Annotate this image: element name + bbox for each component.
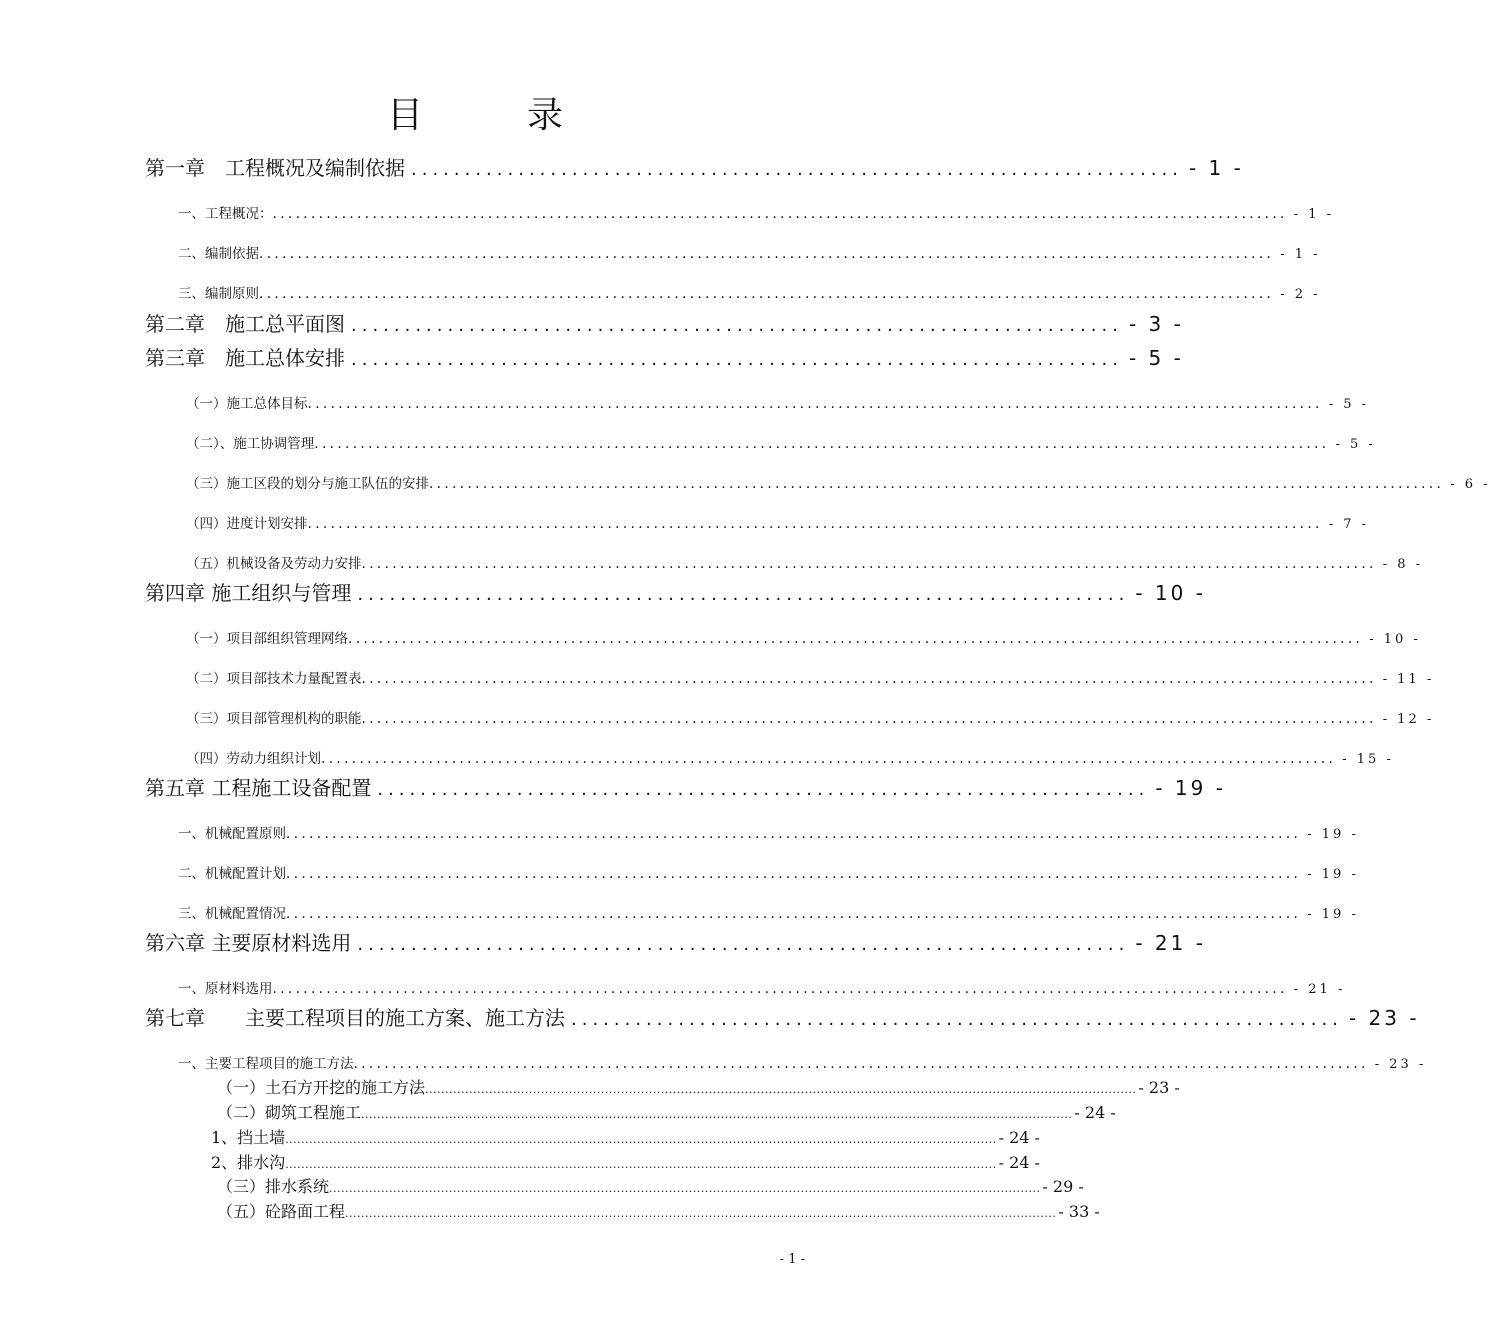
dot-leader: ........................................................................ <box>377 779 1150 800</box>
dot-leader: .................................................................................................................................... <box>286 906 1302 922</box>
toc-entry-text: 2、排水沟 <box>211 1153 286 1172</box>
toc-entry-page: - 5 - <box>1128 346 1184 370</box>
toc-entry-page: - 21 - <box>1293 982 1346 997</box>
dot-leader: ........................................................................ <box>571 1009 1343 1030</box>
toc-entry-section[interactable] <box>178 862 1359 882</box>
dot-leader: .................................................................................................................................... <box>307 516 1323 532</box>
toc-entry-section[interactable] <box>178 1052 1427 1072</box>
toc-entry-text: 三、编制原则 <box>178 286 259 302</box>
toc-entry-page: - 24 - <box>998 1153 1040 1172</box>
dot-leader: .................................................................................................................................... <box>353 1056 1369 1072</box>
dot-leader: .................................................................................................................................................................................. <box>361 1108 1073 1121</box>
toc-entry-text: （三）排水系统 <box>217 1177 330 1196</box>
dot-leader: .................................................................................................................................... <box>259 246 1275 262</box>
toc-entry-text: 一、机械配置原则 <box>178 826 286 842</box>
toc-entry-section[interactable] <box>186 552 1424 572</box>
toc-entry-text: （一）项目部组织管理网络 <box>186 631 348 647</box>
toc-entry-text: 第四章 施工组织与管理 <box>145 581 352 605</box>
toc-entry-page: - 10 - <box>1369 632 1421 647</box>
toc-entry-page: - 33 - <box>1058 1202 1100 1221</box>
dot-leader: .................................................................................................................................... <box>272 981 1288 997</box>
dot-leader: .................................................................................................................................... <box>429 476 1445 492</box>
toc-entry-text: （五）机械设备及劳动力安排 <box>186 556 362 572</box>
toc-entry-page: - 19 - <box>1155 776 1226 800</box>
toc-entry-text: （一）施工总体目标 <box>186 396 308 412</box>
toc-entry-page: - 7 - <box>1328 517 1370 532</box>
toc-entry-subsection[interactable] <box>211 1125 1040 1148</box>
toc-entry-chapter[interactable] <box>145 1002 1420 1031</box>
dot-leader: ........................................................................ <box>351 349 1123 370</box>
toc-entry-page: - 11 - <box>1382 672 1435 687</box>
toc-entry-text: 第二章 施工总平面图 <box>145 312 345 336</box>
toc-entry-subsection[interactable] <box>217 1199 1100 1222</box>
toc-entry-chapter[interactable] <box>145 772 1226 801</box>
toc-entry-section[interactable] <box>186 472 1491 492</box>
dot-leader: .................................................................................................................................... <box>286 826 1302 842</box>
dot-leader: .................................................................................................................................... <box>314 436 1330 452</box>
toc-entry-section[interactable] <box>186 432 1376 452</box>
toc-entry-text: 1、挡土墙 <box>211 1128 286 1147</box>
toc-entry-text: 一、主要工程项目的施工方法 <box>178 1056 354 1072</box>
toc-entry-section[interactable] <box>186 627 1421 647</box>
toc-entry-subsection[interactable] <box>217 1174 1084 1197</box>
toc-entry-section[interactable] <box>186 667 1435 687</box>
toc-entry-text: （三）项目部管理机构的职能 <box>186 711 362 727</box>
toc-entry-section[interactable] <box>178 202 1335 222</box>
toc-entry-section[interactable] <box>178 242 1321 262</box>
toc-title: 目 录 <box>386 95 597 136</box>
dot-leader: .................................................................................................................................... <box>321 751 1337 767</box>
toc-entry-text: 二、编制依据 <box>178 246 259 262</box>
toc-entry-page: - 19 - <box>1307 907 1359 922</box>
toc-entry-subsection[interactable] <box>217 1075 1180 1098</box>
dot-leader: .................................................................................................................................... <box>361 671 1377 687</box>
dot-leader: .................................................................................................................................... <box>259 286 1275 302</box>
toc-entry-page: - 23 - <box>1374 1057 1427 1072</box>
toc-entry-page: - 5 - <box>1328 397 1370 412</box>
toc-entry-page: - 15 - <box>1342 752 1394 767</box>
toc-entry-page: - 1 - <box>1280 247 1321 262</box>
toc-entry-chapter[interactable] <box>145 927 1206 956</box>
dot-leader: .................................................................................................................................... <box>361 556 1377 572</box>
toc-entry-text: （三）施工区段的划分与施工队伍的安排 <box>186 476 429 492</box>
toc-entry-page: - 1 - <box>1188 156 1244 180</box>
toc-entry-page: - 10 - <box>1135 581 1206 605</box>
toc-entry-text: 第五章 工程施工设备配置 <box>145 776 372 800</box>
dot-leader: .................................................................................................................................................................................. <box>285 1158 997 1171</box>
toc-entry-page: - 23 - <box>1348 1006 1420 1030</box>
toc-entry-text: （二）、施工协调管理 <box>186 436 315 452</box>
toc-entry-text: 第七章 主要工程项目的施工方案、施工方法 <box>145 1006 565 1030</box>
toc-entry-section[interactable] <box>186 512 1370 532</box>
toc-entry-text: 二、机械配置计划 <box>178 866 286 882</box>
toc-entry-text: 一、原材料选用 <box>178 981 273 997</box>
dot-leader: .................................................................................................................................... <box>307 396 1323 412</box>
dot-leader: ........................................................................ <box>411 159 1183 180</box>
toc-entry-page: - 1 - <box>1293 207 1335 222</box>
dot-leader: .................................................................................................................................................................................. <box>345 1207 1057 1220</box>
page-number: - 1 - <box>779 1252 805 1267</box>
toc-entry-chapter[interactable] <box>145 152 1244 181</box>
toc-entry-page: - 3 - <box>1128 312 1184 336</box>
toc-entry-text: （四）进度计划安排 <box>186 516 308 532</box>
toc-entry-chapter[interactable] <box>145 342 1184 371</box>
toc-entry-text: 第六章 主要原材料选用 <box>145 931 352 955</box>
toc-entry-page: - 6 - <box>1450 477 1491 492</box>
toc-entry-subsection[interactable] <box>217 1100 1116 1123</box>
toc-entry-page: - 23 - <box>1138 1078 1180 1097</box>
dot-leader: .................................................................................................................................... <box>272 206 1288 222</box>
toc-entry-subsection[interactable] <box>211 1150 1040 1173</box>
toc-entry-text: （五）砼路面工程 <box>217 1202 346 1221</box>
toc-entry-text: （四）劳动力组织计划 <box>186 751 321 767</box>
toc-entry-page: - 29 - <box>1042 1177 1084 1196</box>
dot-leader: .................................................................................................................................... <box>361 711 1377 727</box>
dot-leader: ........................................................................ <box>351 315 1123 336</box>
dot-leader: .................................................................................................................................... <box>286 866 1302 882</box>
dot-leader: ........................................................................ <box>357 584 1130 605</box>
toc-entry-page: - 12 - <box>1382 712 1435 727</box>
toc-entry-chapter[interactable] <box>145 577 1206 606</box>
toc-entry-section[interactable] <box>178 977 1346 997</box>
toc-entry-section[interactable] <box>186 747 1394 767</box>
toc-entry-page: - 24 - <box>998 1128 1040 1147</box>
dot-leader: .................................................................................................................................................................................. <box>425 1083 1137 1096</box>
toc-entry-text: （一）土石方开挖的施工方法 <box>217 1078 426 1097</box>
toc-entry-text: 第一章 工程概况及编制依据 <box>145 156 405 180</box>
toc-entry-page: - 19 - <box>1307 867 1359 882</box>
toc-entry-text: 一、工程概况： <box>178 206 273 222</box>
toc-entry-section[interactable] <box>186 392 1370 412</box>
toc-entry-section[interactable] <box>178 902 1359 922</box>
dot-leader: .................................................................................................................................................................................. <box>329 1182 1041 1195</box>
toc-entry-chapter[interactable] <box>145 308 1184 337</box>
toc-entry-text: 三、机械配置情况 <box>178 906 286 922</box>
toc-entry-section[interactable] <box>178 822 1359 842</box>
toc-entry-page: - 5 - <box>1335 437 1376 452</box>
toc-entry-page: - 2 - <box>1280 287 1321 302</box>
toc-entry-page: - 24 - <box>1074 1103 1116 1122</box>
toc-entry-text: 第三章 施工总体安排 <box>145 346 345 370</box>
toc-entry-section[interactable] <box>186 707 1435 727</box>
toc-entry-text: （二）项目部技术力量配置表 <box>186 671 362 687</box>
dot-leader: .................................................................................................................................................................................. <box>285 1133 997 1146</box>
dot-leader: .................................................................................................................................... <box>348 631 1364 647</box>
toc-entry-page: - 19 - <box>1307 827 1359 842</box>
toc-entry-page: - 8 - <box>1382 557 1424 572</box>
toc-entry-section[interactable] <box>178 282 1321 302</box>
toc-entry-page: - 21 - <box>1135 931 1206 955</box>
toc-entry-text: （二）砌筑工程施工 <box>217 1103 362 1122</box>
dot-leader: ........................................................................ <box>357 934 1130 955</box>
